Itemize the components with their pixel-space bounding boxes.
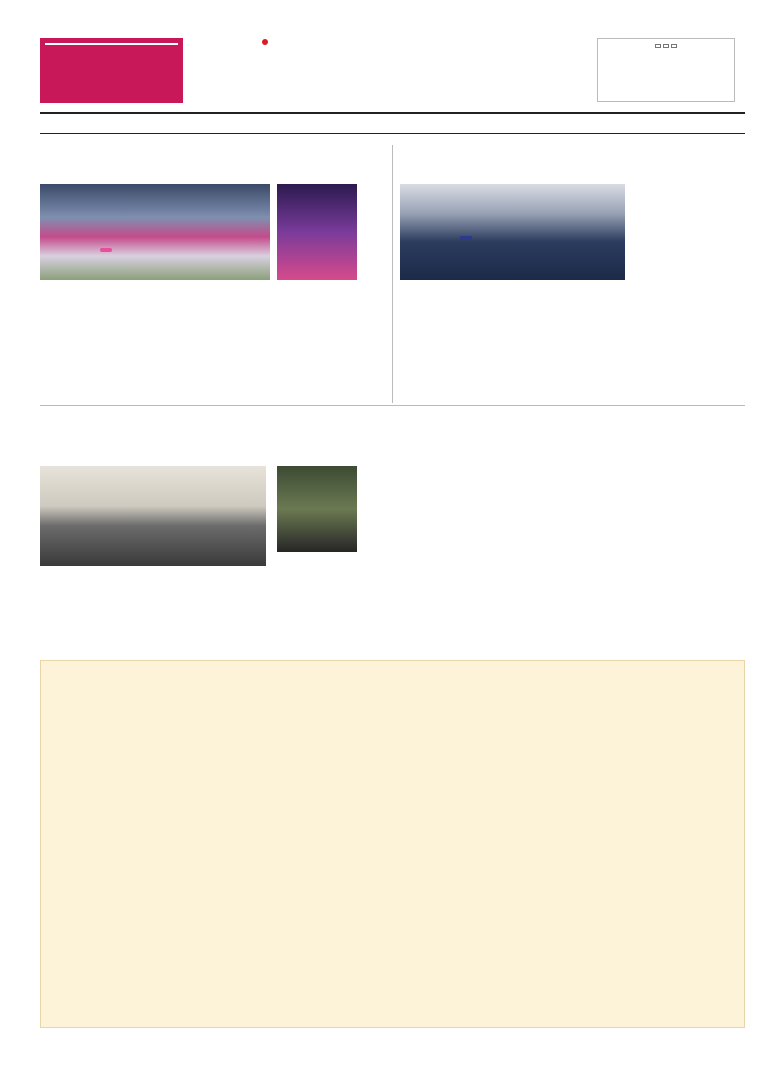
dot-icon [262, 39, 268, 45]
academy-ad-buttons [600, 44, 732, 48]
article1-col2 [158, 303, 266, 399]
article3-col1b [158, 583, 266, 641]
academy-btn-2 [663, 44, 669, 48]
ad-slogan [45, 43, 178, 45]
article2-photo [400, 184, 625, 280]
article3-col4 [509, 544, 617, 642]
article1-col1 [40, 303, 148, 399]
article3-photo [40, 466, 266, 566]
article1-photo-2 [277, 184, 357, 280]
article3-col2 [277, 554, 383, 642]
article2-col2 [516, 284, 624, 396]
academy-btn-3 [671, 44, 677, 48]
article2-col1 [400, 284, 508, 396]
article2-photo-banner [460, 236, 472, 240]
article1-col3 [277, 280, 383, 388]
youth-center-ad[interactable] [40, 38, 183, 103]
article3-photo-2 [277, 466, 357, 552]
article1-photo-banner [100, 248, 112, 252]
top-rule [40, 112, 745, 114]
article2-col3 [633, 184, 745, 396]
bottom-rule [40, 133, 745, 134]
article1-photo [40, 184, 270, 280]
masthead-tagline [262, 38, 270, 48]
article3-col3 [392, 544, 500, 642]
academy-btn-1 [655, 44, 661, 48]
chuseok-greeting [70, 800, 710, 850]
article3-col1 [40, 583, 148, 641]
academy-ad[interactable] [597, 38, 735, 102]
column-divider [392, 145, 393, 403]
section-divider [40, 405, 745, 406]
